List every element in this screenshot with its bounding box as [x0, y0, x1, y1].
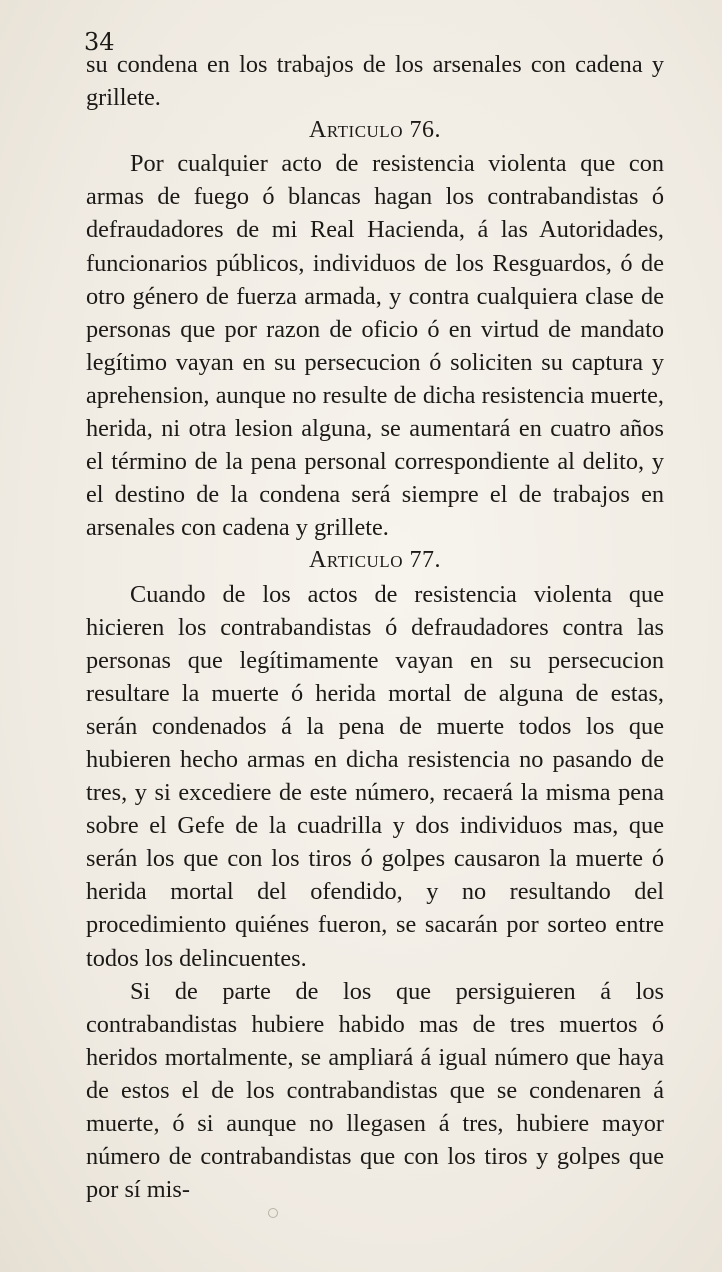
opening-text: su condena en los trabajos de los arsenales con cadena y grillete.: [86, 51, 664, 112]
article-76-heading: Articulo 76.: [309, 117, 441, 144]
paper-blemish: [268, 1208, 278, 1218]
article-77-paragraph-2: Si de parte de los que persiguieren á los contrabandistas hubiere habido mas de tres muertos ó heridos mortalmente, se ampliará á igual número que haya de estos el de los contrabandistas que se condenaren á muerte, ó si aunque no llegasen á tres, hubiere mayor número de contrabandistas que con los tiros y golpes que por sí mis-: [86, 977, 664, 1204]
page-number: 34: [84, 28, 115, 56]
article-76-paragraph: Por cualquier acto de resistencia violenta que con armas de fuego ó blancas hagan los contrabandistas ó defraudadores de mi Real Hacienda, á las Autoridades, funcionarios públicos, individuos de los Resguardos, ó de otro género de fuerza armada, y contra cualquiera clase de personas que por razon de oficio ó en virtud de mandato legítimo vayan en su persecucion ó soliciten su captura y aprehension, aunque no resulte de dicha resistencia muerte, herida, ni otra lesion alguna, se aumentará en cuatro años el término de la pena personal correspondiente al delito, y el destino de la condena será siempre el de trabajos en arsenales con cadena y grillete.: [86, 150, 664, 542]
article-77-heading: Articulo 77.: [309, 547, 441, 574]
article-77-paragraph-1: Cuando de los actos de resistencia violenta que hicieren los contrabandistas ó defraudadores contra las personas que legítimamente vayan en su persecucion resultare la muerte ó herida mortal de alguna de estas, serán condenados á la pena de muerte todos los que hubieren hecho armas en dicha resistencia no pasando de tres, y si excediere de este número, recaerá la misma pena sobre el Gefe de la cuadrilla y dos individuos mas, que serán los que con los tiros ó golpes causaron la muerte ó herida mortal del ofendido, y no resultando del procedimiento quiénes fueron, se sacarán por sorteo entre todos los delincuentes.: [86, 580, 664, 972]
page-text: [86, 48, 664, 1206]
